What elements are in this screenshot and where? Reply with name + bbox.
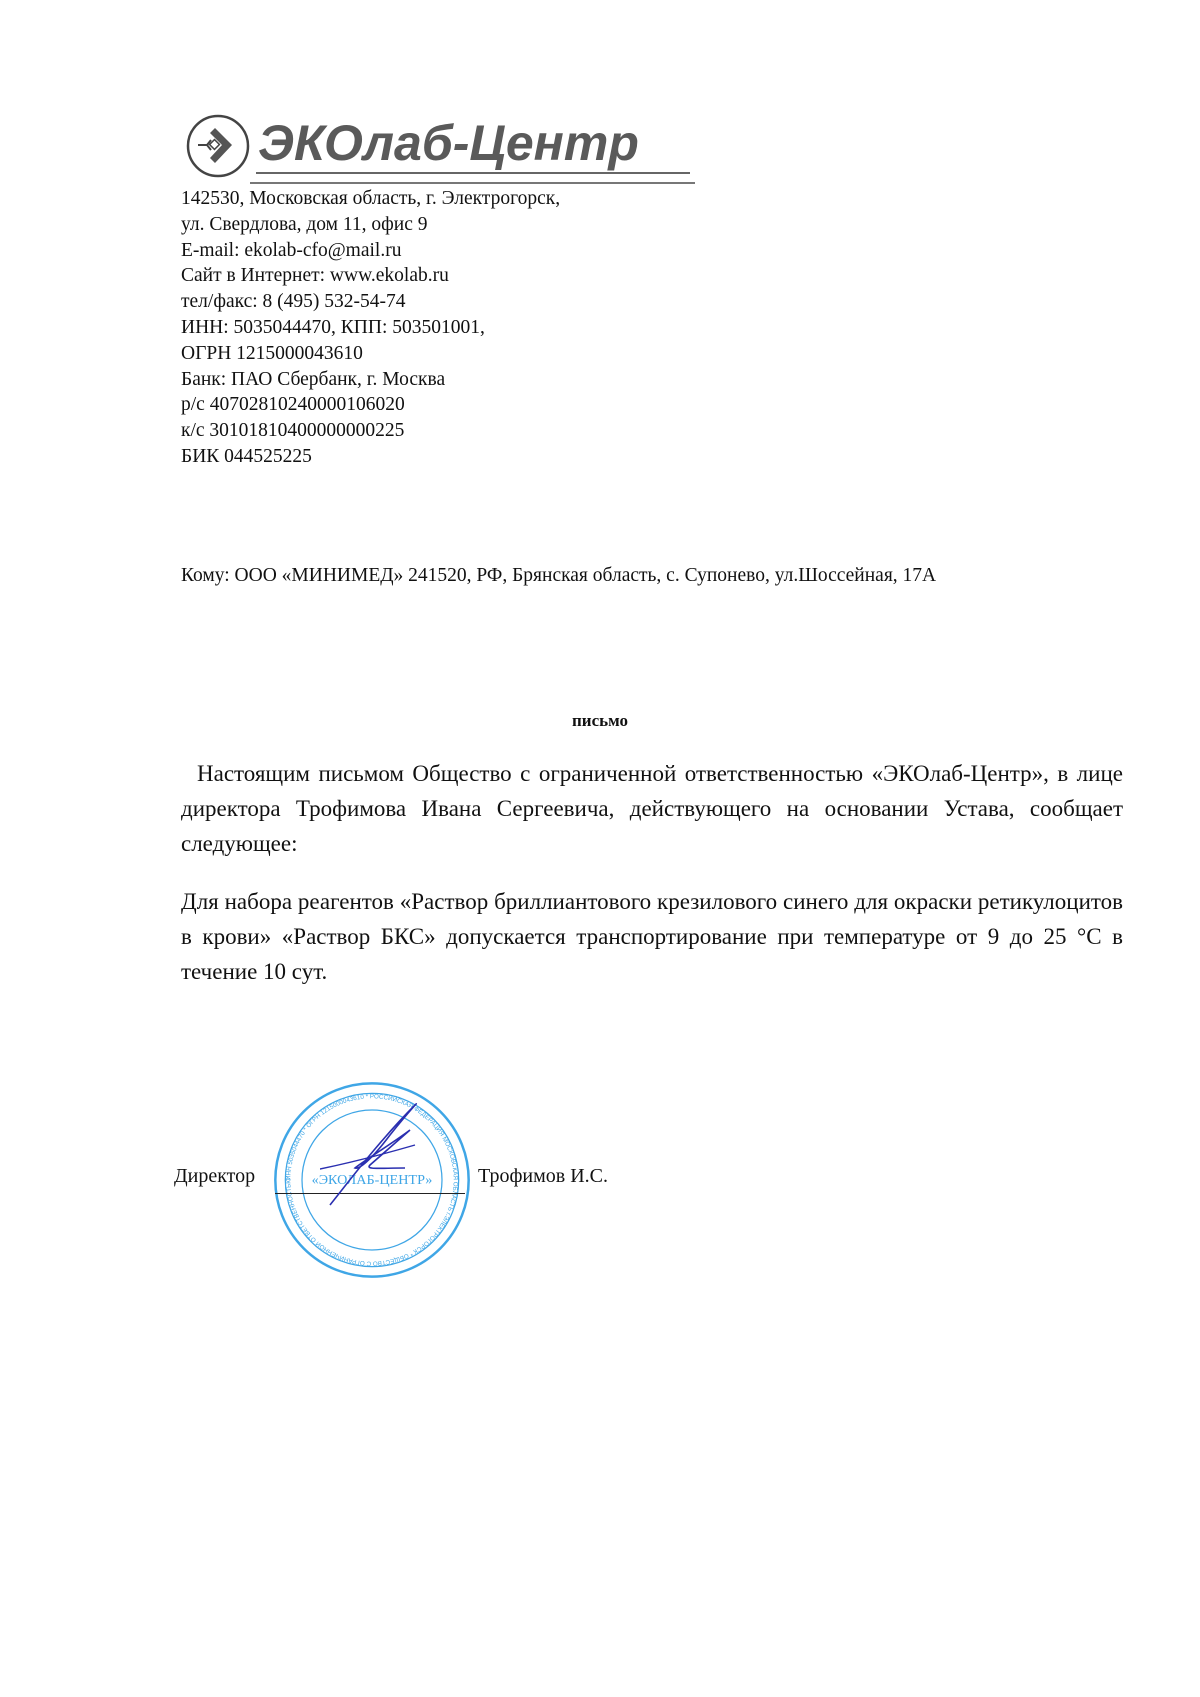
company-logo <box>180 108 700 188</box>
recipient: Кому: ООО «МИНИМЕД» 241520, РФ, Брянская область, с. Супонево, ул.Шоссейная, 17А <box>181 565 937 586</box>
inn-kpp: ИНН: 5035044470, КПП: 503501001, <box>181 316 485 338</box>
svg-text:«ЭКОЛАБ-ЦЕНТР»: «ЭКОЛАБ-ЦЕНТР» <box>311 1172 433 1189</box>
company-requisites <box>181 186 560 470</box>
account: р/с 40702810240000106020 <box>181 394 405 416</box>
email: E-mail: ekolab-cfo@mail.ru <box>181 239 402 261</box>
corr-account: к/с 30101810400000000225 <box>181 420 405 442</box>
paragraph-body: Для набора реагентов «Раствор бриллиантового крезилового синего для окраски ретикулоцитов в крови» «Раствор БКС» допускается транспортирование при температуре от 9 до 25 °С в течение 10 сут. <box>181 889 1123 984</box>
paragraph-intro: Настоящим письмом Общество с ограниченной ответственностью «ЭКОлаб-Центр», в лице директора Трофимова Ивана Сергеевича, действующего на основании Устава, сообщает следующее: <box>181 761 1123 856</box>
handwritten-signature <box>320 1090 440 1210</box>
ogrn: ОГРН 1215000043610 <box>181 342 363 364</box>
letter-title: письмо <box>572 711 628 730</box>
address-line-1: 142530, Московская область, г. Электрогорск, <box>181 188 561 209</box>
address-line-2: ул. Свердлова, дом 11, офис 9 <box>181 213 428 235</box>
phone: тел/факс: 8 (495) 532-54-74 <box>181 291 406 313</box>
signature-name: Трофимов И.С. <box>478 1165 608 1187</box>
website: Сайт в Интернет: www.ekolab.ru <box>181 265 449 287</box>
bik: БИК 044525225 <box>181 445 312 467</box>
bank: Банк: ПАО Сбербанк, г. Москва <box>181 368 446 390</box>
signature-position: Директор <box>174 1165 256 1187</box>
svg-text:ИНН 5035044470 * ОГРН 12150000: ИНН 5035044470 * ОГРН 1215000043610 * РОССИЙСКАЯ ФЕДЕРАЦИЯ МОСКОВСКАЯ ОБЛАСТЬ г.ЭЛЕКТРОГОРСК * ОБЩЕСТВО С ОГРАНИЧЕННОЙ ОТВЕТСТВЕННОСТЬЮ <box>285 1093 459 1267</box>
svg-text:ЭКОлаб-Центр: ЭКОлаб-Центр <box>258 115 639 171</box>
